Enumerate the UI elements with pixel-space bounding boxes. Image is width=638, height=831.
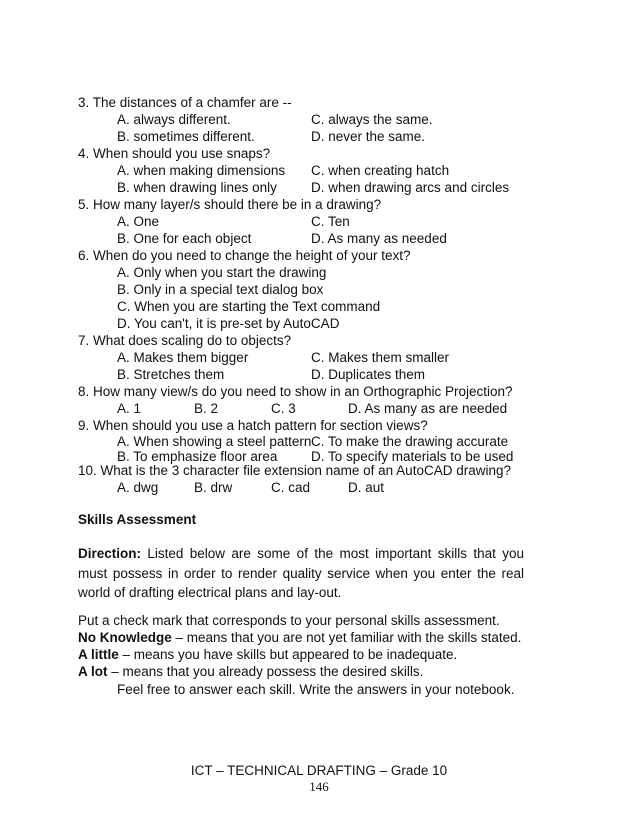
q9-option-d: D. To specify materials to be used [311,449,514,464]
footer-title: ICT – TECHNICAL DRAFTING – Grade 10 [190,763,448,778]
q8-option-c: C. 3 [271,401,296,416]
direction-paragraph [78,544,524,603]
def-term: A lot [78,664,108,679]
q5-option-a: A. One [117,214,160,229]
def-term: A little [78,647,119,662]
definition-a-little [78,647,457,662]
question-3: 3. The distances of a chamfer are -- [78,95,292,110]
def-text: – means that you are not yet familiar with the skills stated. [171,630,522,645]
q7-option-b: B. Stretches them [117,367,225,382]
q9-option-c: C. To make the drawing accurate [311,434,509,449]
def-text: – means you have skills but appeared to be inadequate. [118,647,458,662]
q8-option-a: A. 1 [117,401,142,416]
q6-option-b: B. Only in a special text dialog box [117,282,324,297]
question-9: 9. When should you use a hatch pattern for section views? [78,418,428,433]
q5-option-d: D. As many as needed [311,231,447,246]
q5-option-c: C. Ten [311,214,350,229]
q4-option-d: D. when drawing arcs and circles [311,180,510,195]
q4-option-c: C. when creating hatch [311,163,450,178]
question-8: 8. How many view/s do you need to show in an Orthographic Projection? [78,384,513,399]
q10-option-b: B. drw [194,480,233,495]
question-5: 5. How many layer/s should there be in a drawing? [78,197,382,212]
closing-line: Feel free to answer each skill. Write the answers in your notebook. [117,682,515,697]
def-term: No Knowledge [78,630,172,645]
q7-option-d: D. Duplicates them [311,367,426,382]
q10-option-a: A. dwg [117,480,159,495]
direction-label: Direction: [78,546,142,561]
q10-option-c: C. cad [271,480,311,495]
instruction-line: Put a check mark that corresponds to your personal skills assessment. [78,613,500,628]
question-7: 7. What does scaling do to objects? [78,333,292,348]
q6-option-a: A. Only when you start the drawing [117,265,327,280]
definition-a-lot [78,664,423,679]
q3-option-a: A. always different. [117,112,231,127]
page-number: 146 [309,779,329,794]
q3-option-b: B. sometimes different. [117,129,255,144]
q4-option-b: B. when drawing lines only [117,180,277,195]
direction-text: Listed below are some of the most important skills that you must possess in order to render quality service when you enter the real world of drafting electrical plans and lay-out. [78,546,524,600]
q8-option-d: D. As many as are needed [348,401,508,416]
skills-heading: Skills Assessment [78,512,197,527]
question-4: 4. When should you use snaps? [78,146,271,161]
q6-option-c: C. When you are starting the Text command [117,299,381,314]
q6-option-d: D. You can't, it is pre-set by AutoCAD [117,316,340,331]
question-10: 10. What is the 3 character file extension name of an AutoCAD drawing? [78,463,511,478]
definition-no-knowledge [78,630,521,645]
q8-option-b: B. 2 [194,401,219,416]
q3-option-d: D. never the same. [311,129,426,144]
q4-option-a: A. when making dimensions [117,163,286,178]
q7-option-a: A. Makes them bigger [117,350,249,365]
q9-option-b: B. To emphasize floor area [117,449,278,464]
q9-option-a: A. When showing a steel pattern [117,434,312,449]
q7-option-c: C. Makes them smaller [311,350,450,365]
q5-option-b: B. One for each object [117,231,252,246]
q3-option-c: C. always the same. [311,112,433,127]
q10-option-d: D. aut [348,480,385,495]
def-text: – means that you already possess the desired skills. [107,664,424,679]
question-6: 6. When do you need to change the height of your text? [78,248,411,263]
